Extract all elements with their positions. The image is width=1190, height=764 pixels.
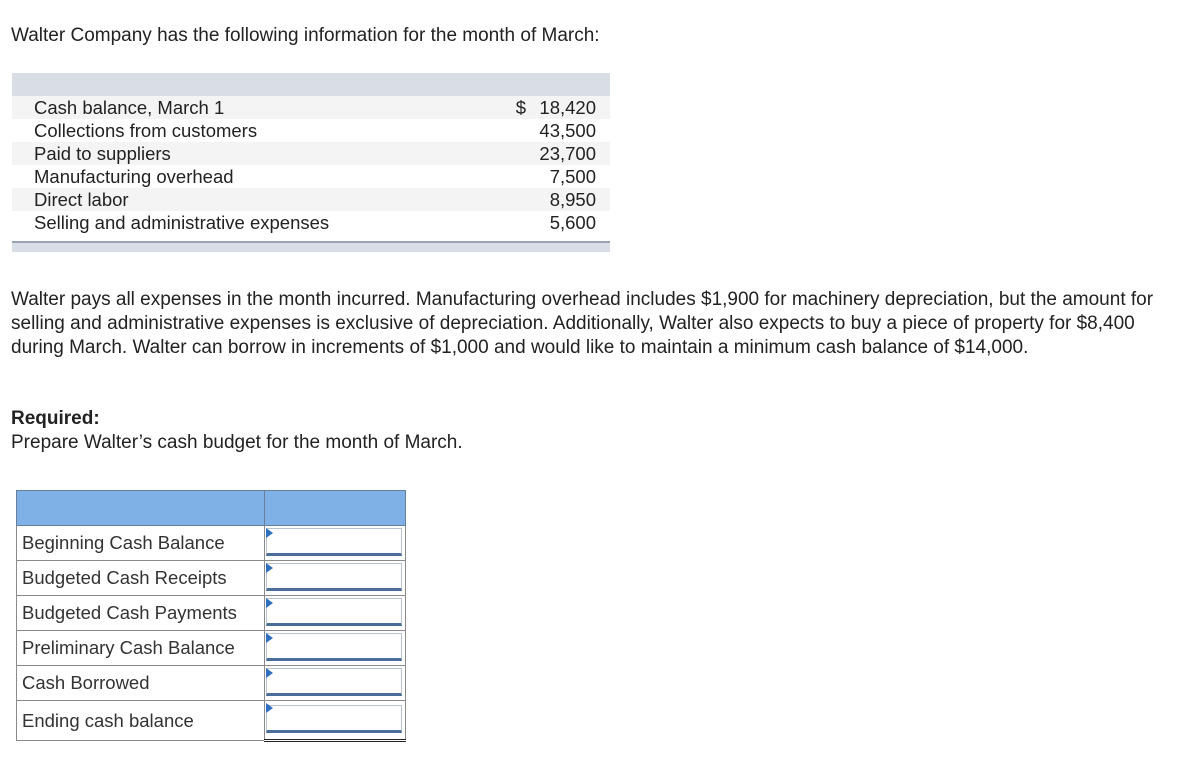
info-row	[12, 211, 610, 234]
input-flag-icon	[266, 668, 273, 678]
budgeted-cash-payments-input[interactable]	[266, 598, 402, 626]
info-row-value: 5,600	[549, 212, 596, 233]
input-flag-icon	[266, 598, 273, 608]
cash-budget-header-row	[17, 491, 406, 526]
preliminary-cash-balance-input[interactable]	[266, 633, 402, 661]
input-flag-icon	[266, 633, 273, 643]
cash-borrowed-input[interactable]	[266, 668, 402, 696]
cash-budget-row	[17, 526, 406, 561]
row-label: Budgeted Cash Receipts	[17, 561, 265, 596]
currency-symbol: $	[515, 97, 526, 118]
header-cell-label	[17, 491, 265, 526]
row-label: Ending cash balance	[17, 701, 265, 741]
header-cell-amount	[265, 491, 406, 526]
info-table-header	[12, 73, 610, 96]
info-row-value: 7,500	[549, 166, 596, 187]
info-row-label: Collections from customers	[34, 120, 258, 141]
info-row-value: 18,420	[539, 97, 596, 118]
cash-budget-row	[17, 631, 406, 666]
input-flag-icon	[266, 703, 273, 713]
cash-budget-row	[17, 596, 406, 631]
cash-budget-row	[17, 561, 406, 596]
info-row-value: 23,700	[539, 143, 596, 164]
info-row-value: 43,500	[539, 120, 596, 141]
cash-budget-row	[17, 666, 406, 701]
info-row	[12, 119, 610, 142]
info-row-label: Selling and administrative expenses	[34, 212, 330, 233]
amount-cell	[265, 526, 406, 561]
info-table-footer	[12, 241, 610, 252]
amount-cell	[265, 666, 406, 701]
beginning-cash-balance-input[interactable]	[266, 528, 402, 556]
row-label: Budgeted Cash Payments	[17, 596, 265, 631]
info-table	[12, 73, 610, 252]
row-label: Preliminary Cash Balance	[17, 631, 265, 666]
info-row-label: Cash balance, March 1	[34, 97, 225, 118]
intro-text: Walter Company has the following information for the month of March:	[11, 25, 600, 46]
amount-cell	[265, 561, 406, 596]
required-heading: Required:	[11, 408, 100, 429]
required-instruction: Prepare Walter’s cash budget for the month of March.	[11, 432, 463, 453]
row-label: Cash Borrowed	[17, 666, 265, 701]
info-row-label: Direct labor	[34, 189, 129, 210]
info-row-value: 8,950	[549, 189, 596, 210]
input-flag-icon	[266, 528, 273, 538]
amount-cell	[265, 631, 406, 666]
ending-cash-balance-input[interactable]	[266, 705, 402, 733]
info-row	[12, 142, 610, 165]
info-row	[12, 96, 610, 119]
info-table-rows	[12, 96, 610, 234]
amount-cell	[265, 596, 406, 631]
info-row	[12, 188, 610, 211]
row-label: Beginning Cash Balance	[17, 526, 265, 561]
budgeted-cash-receipts-input[interactable]	[266, 563, 402, 591]
problem-paragraph: Walter pays all expenses in the month incurred. Manufacturing overhead includes $1,900 for machinery depreciation, but the amount for selling and administrative expenses is exclusive of depreciation. Additionally, Walter also expects to buy a piece of property for $8,400 during March. Walter can borrow in increments of $1,000 and would like to maintain a minimum cash balance of $14,000.	[11, 289, 1154, 358]
info-row	[12, 165, 610, 188]
info-row-label: Paid to suppliers	[34, 143, 171, 164]
amount-cell	[265, 701, 406, 741]
cash-budget-table	[16, 490, 406, 742]
input-flag-icon	[266, 563, 273, 573]
cash-budget-row	[17, 701, 406, 741]
info-row-label: Manufacturing overhead	[34, 166, 234, 187]
